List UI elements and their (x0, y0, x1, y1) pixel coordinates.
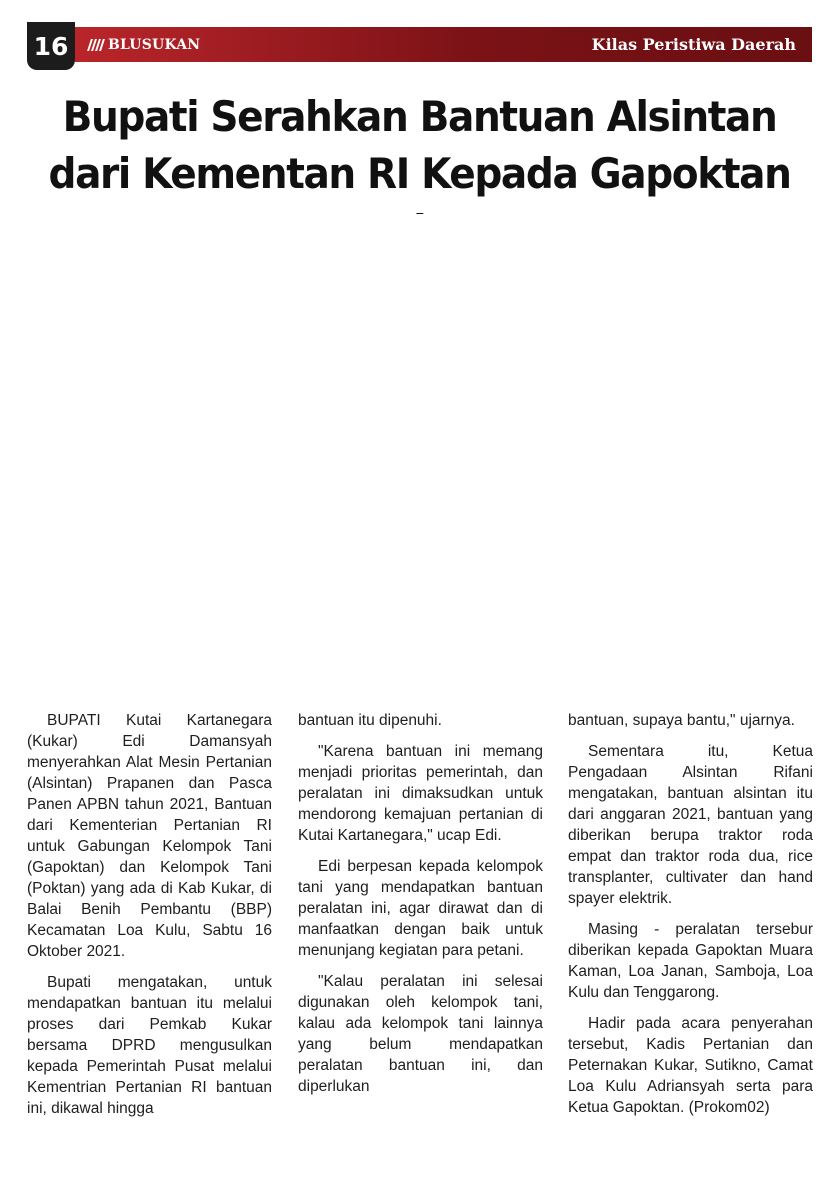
headline-line-1: Bupati Serahkan Bantuan Alsintan (62, 92, 777, 141)
paragraph-continued: bantuan itu dipenuhi. (298, 712, 442, 729)
page-number: 16 (27, 22, 75, 70)
article-column-1 (27, 710, 272, 1129)
paragraph-continued: bantuan, supaya bantu," ujarnya. (568, 712, 795, 729)
paragraph: Hadir pada acara penyerahan tersebut, Kadis Pertanian dan Peternakan Kukar, Sutikno, Camat Loa Kulu Adriansyah serta para Ketua Gapoktan. (Prokom02) (568, 1015, 813, 1116)
paragraph: "Karena bantuan ini memang menjadi prioritas pemerintah, dan peralatan ini dimaksudkan untuk mendorong kemajuan pertanian di Kutai Kartanegara," ucap Edi. (298, 743, 543, 844)
article-photo-area (27, 214, 812, 694)
paragraph: "Kalau peralatan ini selesai digunakan oleh kelompok tani, kalau ada kelompok tani lainnya yang belum mendapatkan peralatan bantuan ini, dan diperlukan (298, 973, 543, 1095)
rubric-label: Kilas Peristiwa Daerah (591, 35, 796, 54)
section-label: BLUSUKAN (108, 36, 201, 53)
paragraph: Edi berpesan kepada kelompok tani yang mendapatkan bantuan peralatan ini, agar dirawat dan di manfaatkan dengan baik untuk menunjang kegiatan para petani. (298, 858, 543, 959)
section-label-group (75, 37, 200, 53)
paragraph: BUPATI Kutai Kartanegara (Kukar) Edi Damansyah menyerahkan Alat Mesin Pertanian (Alsintan) Prapanen dan Pasca Panen APBN tahun 2021, Bantuan dari Kementerian Pertanian RI untuk Gabungan Kelompok Tani (Gapoktan) dan Kelompok Tani (Poktan) yang ada di Kab Kukar, di Balai Benih Pembantu (BBP) Kecamatan Loa Kulu, Sabtu 16 Oktober 2021. (27, 712, 272, 960)
paragraph: Sementara itu, Ketua Pengadaan Alsintan Rifani mengatakan, bantuan alsintan itu dari anggaran 2021, bantuan yang diberikan berupa traktor roda empat dan traktor roda dua, rice transplanter, cultivater dan hand spayer elektrik. (568, 743, 813, 907)
stripes-icon (89, 39, 103, 51)
headline-line-2: dari Kementan RI Kepada Gapoktan (48, 149, 791, 198)
article-column-3 (568, 710, 813, 1128)
article-column-2 (298, 710, 543, 1107)
header-bar (75, 27, 812, 62)
paragraph: Bupati mengatakan, untuk mendapatkan bantuan itu melalui proses dari Pemkab Kukar bersama DPRD mengusulkan kepada Pemerintah Pusat melalui Kementrian Pertanian RI bantuan ini, dikawal hingga (27, 974, 272, 1117)
paragraph: Masing - peralatan tersebur diberikan kepada Gapoktan Muara Kaman, Loa Janan, Samboja, Loa Kulu dan Tenggarong. (568, 921, 813, 1001)
